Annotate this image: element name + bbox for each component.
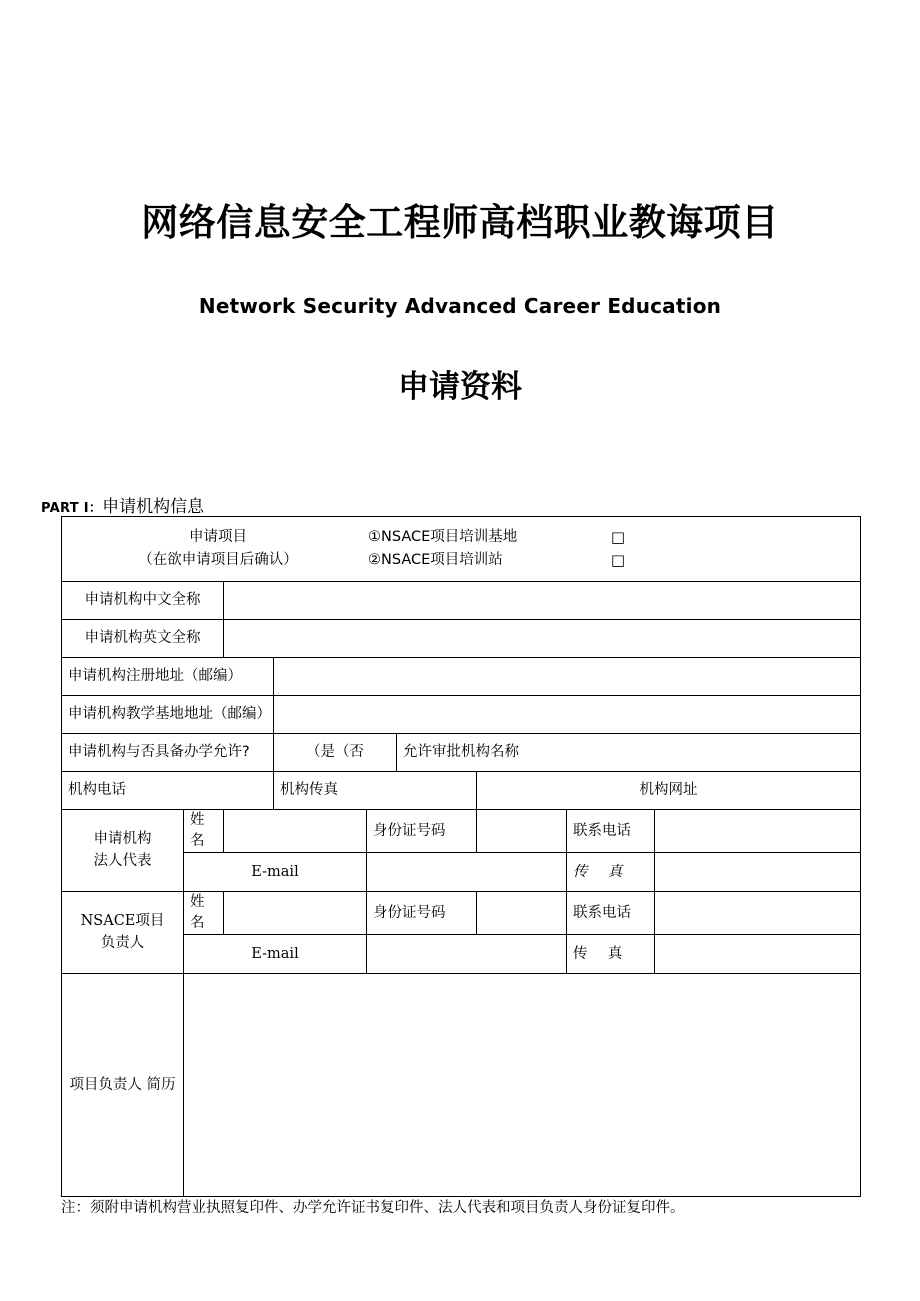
application-form-table (61, 516, 861, 1197)
license-question-label: 申请机构与否具备办学允许? (62, 734, 274, 772)
document-title-english: Network Security Advanced Career Education (198, 294, 722, 318)
legal-rep-phone-label: 联系电话 (567, 810, 655, 853)
nsace-manager-email-label: E-mail (184, 935, 367, 974)
document-subtitle: 申请资料 (398, 369, 522, 405)
table-row-org-name-en (62, 620, 861, 658)
apply-project-label-line2: （在欲申请项目后确认） (138, 552, 298, 569)
legal-rep-title-line1: 申请机构 (93, 830, 152, 847)
teach-address-input[interactable] (274, 696, 861, 734)
nsace-manager-id-input[interactable] (477, 892, 567, 935)
apply-project-option-2: ②NSACE项目培训站 (368, 552, 503, 569)
reg-address-input[interactable] (274, 658, 861, 696)
table-row-reg-address (62, 658, 861, 696)
bio-input[interactable] (184, 974, 861, 1197)
license-authority-label: 允许审批机构名称 (397, 734, 861, 772)
apply-project-option-1: ①NSACE项目培训基地 (368, 529, 518, 546)
legal-rep-fax-label: 传 真 (567, 853, 655, 892)
license-answer-options[interactable]: （是（否 (274, 734, 397, 772)
legal-rep-name-label: 姓名 (184, 810, 224, 853)
part-heading (41, 492, 204, 517)
nsace-manager-name-input[interactable] (224, 892, 367, 935)
table-row-license (62, 734, 861, 772)
nsace-manager-title (62, 892, 184, 974)
apply-project-cell (62, 517, 861, 582)
document-title-chinese: 网络信息安全工程师高档职业教诲项目 (141, 201, 779, 244)
nsace-manager-fax-input[interactable] (655, 935, 861, 974)
nsace-manager-fax-label: 传 真 (567, 935, 655, 974)
part-title: 申请机构信息 (102, 497, 205, 517)
nsace-manager-name-label: 姓名 (184, 892, 224, 935)
checkbox-training-base[interactable]: □ (610, 527, 626, 546)
legal-rep-title (62, 810, 184, 892)
bio-label: 项目负责人 简历 (62, 974, 184, 1197)
nsace-manager-phone-label: 联系电话 (567, 892, 655, 935)
checkbox-training-station[interactable]: □ (610, 551, 626, 569)
org-website-label: 机构网址 (477, 772, 861, 810)
nsace-manager-email-input[interactable] (367, 935, 567, 974)
table-row-org-contact (62, 772, 861, 810)
legal-rep-name-input[interactable] (224, 810, 367, 853)
org-phone-label: 机构电话 (62, 772, 274, 810)
legal-rep-id-input[interactable] (477, 810, 567, 853)
table-row-org-name-cn (62, 582, 861, 620)
table-row-teach-address (62, 696, 861, 734)
table-row-bio (62, 974, 861, 1197)
legal-rep-phone-input[interactable] (655, 810, 861, 853)
org-fax-label: 机构传真 (274, 772, 477, 810)
legal-rep-email-label: E-mail (184, 853, 367, 892)
table-row-legal-rep-name (62, 810, 861, 853)
table-row-nsace-manager-name (62, 892, 861, 935)
nsace-manager-title-line1: NSACE项目 (80, 912, 165, 929)
nsace-manager-title-line2: 负责人 (100, 934, 145, 951)
org-name-cn-input[interactable] (224, 582, 861, 620)
org-name-en-input[interactable] (224, 620, 861, 658)
legal-rep-title-line2: 法人代表 (93, 852, 152, 869)
table-row-apply-project (62, 517, 861, 582)
apply-project-label-line1: 申请项目 (189, 529, 247, 546)
teach-address-label: 申请机构教学基地地址（邮编） (62, 696, 274, 734)
legal-rep-fax-input[interactable] (655, 853, 861, 892)
legal-rep-email-input[interactable] (367, 853, 567, 892)
footer-note: 注：须附申请机构营业执照复印件、办学允许证书复印件、法人代表和项目负责人身份证复印件。 (61, 1200, 685, 1216)
org-name-en-label: 申请机构英文全称 (62, 620, 224, 658)
part-label: PART I： (41, 501, 103, 516)
reg-address-label: 申请机构注册地址（邮编） (62, 658, 274, 696)
nsace-manager-id-label: 身份证号码 (367, 892, 477, 935)
legal-rep-id-label: 身份证号码 (367, 810, 477, 853)
org-name-cn-label: 申请机构中文全称 (62, 582, 224, 620)
nsace-manager-phone-input[interactable] (655, 892, 861, 935)
